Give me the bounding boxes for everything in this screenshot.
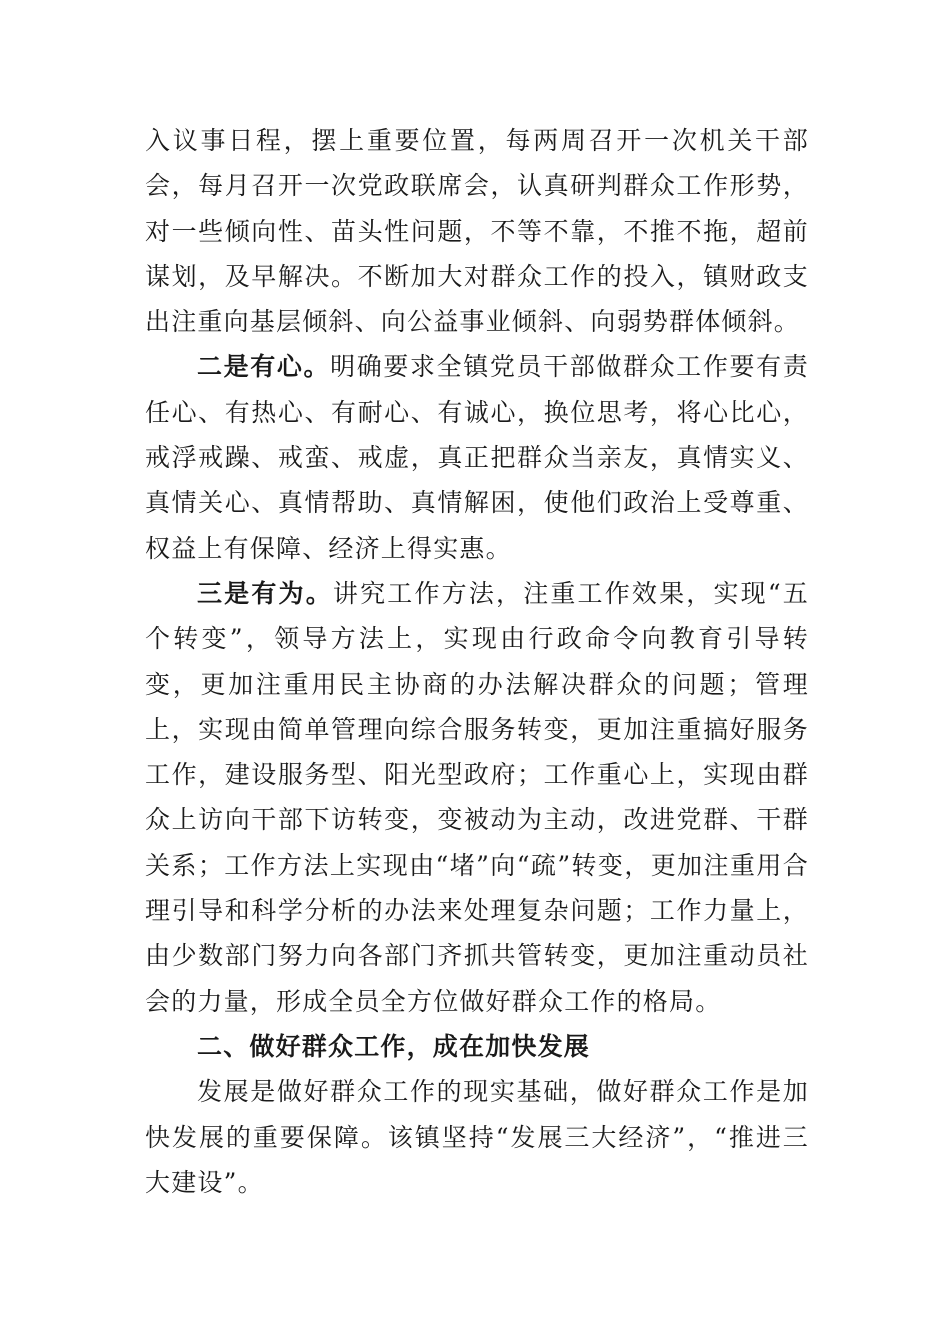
paragraph-lead: 二是有心。 [197, 352, 331, 382]
paragraph-continuation [145, 118, 809, 344]
paragraph-lead: 三是有为。 [197, 578, 333, 608]
paragraph-text: 入议事日程，摆上重要位置，每两周召开一次机关干部会，每月召开一次党政联席会，认真研判群众工作形势，对一些倾向性、苗头性问题，不等不靠，不推不拖，超前谋划，及早解决。不断加大对群众工作的投入，镇财政支出注重向基层倾斜、向公益事业倾斜、向弱势群体倾斜。 [145, 126, 809, 337]
paragraph-text: 讲究工作方法，注重工作效果，实现“五个转变”，领导方法上，实现由行政命令向教育引导转变，更加注重用民主协商的办法解决群众的问题；管理上，实现由简单管理向综合服务转变，更加注重搞好服务工作，建设服务型、阳光型政府；工作重心上，实现由群众上访向干部下访转变，变被动为主动，改进党群、干群关系；工作方法上实现由“堵”向“疏”转变，更加注重用合理引导和科学分析的办法来处理复杂问题；工作力量上，由少数部门努力向各部门齐抓共管转变，更加注重动员社会的力量，形成全员全方位做好群众工作的格局。 [145, 578, 809, 1016]
document-body [145, 118, 809, 1205]
section-heading: 二、做好群众工作，成在加快发展 [197, 1031, 591, 1061]
paragraph-you-xin [145, 344, 809, 570]
paragraph-closing [145, 1069, 809, 1205]
paragraph-text: 发展是做好群众工作的现实基础，做好群众工作是加快发展的重要保障。该镇坚持“发展三大经济”，“推进三大建设”。 [145, 1077, 809, 1197]
paragraph-text: 明确要求全镇党员干部做群众工作要有责任心、有热心、有耐心、有诚心，换位思考，将心比心，戒浮戒躁、戒蛮、戒虚，真正把群众当亲友，真情实义、真情关心、真情帮助、真情解困，使他们政治上受尊重、权益上有保障、经济上得实惠。 [145, 352, 809, 563]
paragraph-you-wei [145, 571, 809, 1024]
